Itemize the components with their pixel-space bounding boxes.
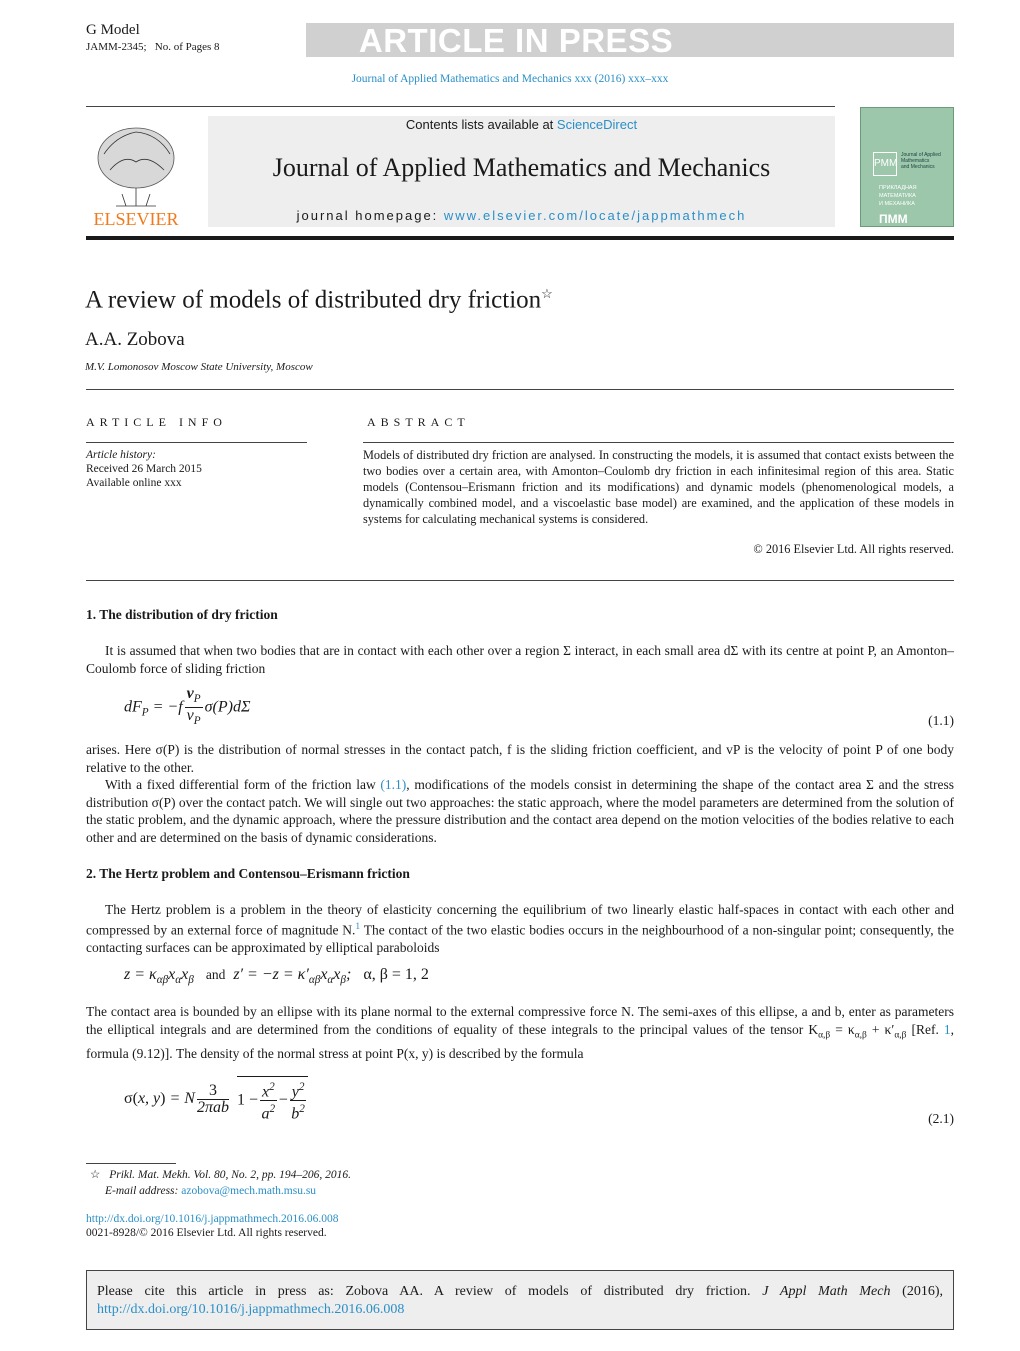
- reference-link-1[interactable]: 1: [943, 1021, 951, 1037]
- footnote-ref-1[interactable]: 1: [355, 921, 361, 932]
- header-rule: [86, 106, 835, 107]
- article-in-press-text: ARTICLE IN PRESS: [358, 22, 674, 59]
- cover-russian-title: ПРИКЛАДНАЯ МАТЕМАТИКА И МЕХАНИКА: [879, 185, 917, 207]
- elsevier-tree-logo: [86, 114, 186, 230]
- journal-title: Journal of Applied Mathematics and Mechanics: [272, 153, 771, 182]
- article-info-heading: ARTICLE INFO: [86, 415, 227, 429]
- section-1-paragraph-1: It is assumed that when two bodies that are in contact with each other over a region Σ interact, in each small area dΣ with its centre at point P, an Amonton–Coulomb force of sliding friction: [86, 643, 954, 676]
- author-affiliation: M.V. Lomonosov Moscow State University, Moscow: [85, 361, 313, 373]
- manuscript-id: JAMM-2345; No. of Pages 8: [86, 41, 220, 53]
- abstract-copyright: © 2016 Elsevier Ltd. All rights reserved.: [753, 542, 954, 556]
- equation-ref-1-1[interactable]: (1.1): [380, 777, 407, 792]
- cover-bottom-logo: ПММ: [879, 212, 908, 226]
- equation-1-1-number: (1.1): [928, 713, 954, 728]
- article-history: Article history: Received 26 March 2015 Available online xxx: [86, 449, 202, 489]
- issn-copyright: 0021-8928/© 2016 Elsevier Ltd. All rights reserved.: [86, 1227, 327, 1239]
- equation-2-1: σ(x, y) = N $\frac{3}{\text{2πab}}$ 1 − $\frac{x^2}{a^2}$ − $\frac{y^2}{b^2}$: [124, 1076, 308, 1123]
- homepage-link[interactable]: www.elsevier.com/locate/jappmathmech: [443, 208, 747, 223]
- section-2-paragraph-2: The contact area is bounded by an ellipse with its plane normal to the external compressive force N. The semi-axes of this ellipse, a and b, enter as parameters the elliptical integrals and are determined from the conditions of equality of these integrals to the principal values of the tensor $K_{\alpha,\beta} = \kappa_{\alpha,\beta} + \kappa'_{\alpha,\beta}$ [Ref. 1, formula (9.12)]. The density of the normal stress at point P(x, y) is described by the formula: [86, 1004, 955, 1061]
- abstract-rule-bottom: [86, 580, 954, 581]
- journal-cover-thumbnail[interactable]: [860, 107, 954, 227]
- citation-box: [86, 1270, 954, 1330]
- citation-doi-link[interactable]: http://dx.doi.org/10.1016/j.jappmathmech.2016.06.008: [97, 1301, 405, 1317]
- footnote-rule: [86, 1163, 176, 1164]
- footnote-email: E-mail address: azobova@mech.math.msu.su: [105, 1185, 317, 1197]
- journal-reference[interactable]: Journal of Applied Mathematics and Mechanics xxx (2016) xxx–xxx: [351, 73, 669, 85]
- elsevier-wordmark: ELSEVIER: [93, 209, 179, 229]
- title-footnote-mark[interactable]: ☆: [541, 286, 553, 301]
- cover-pmm-logo: PMM: [873, 152, 897, 176]
- article-title: A review of models of distributed dry friction☆: [85, 286, 553, 314]
- equation-1-1: $dF_P = -f$ $\frac{v_P}{v_P}$ σ(P)dΣ: [124, 685, 251, 728]
- section-2-heading: 2. The Hertz problem and Contensou–Erismann friction: [86, 866, 410, 881]
- author-name[interactable]: A.A. Zobova: [85, 329, 185, 350]
- section-2-paragraph-1: The Hertz problem is a problem in the theory of elasticity concerning the equilibrium of two linearly elastic half-spaces in contact with each other and compressed by an external force of magnitude N.$^1$ The contact of the two elastic bodies occurs in the neighbourhood of a non-singular point; consequently, the contacting surfaces can be approximated by elliptical paraboloids: [86, 902, 954, 955]
- contents-line: Contents lists available at ScienceDirect: [405, 117, 638, 132]
- section-1-heading: 1. The distribution of dry friction: [86, 607, 278, 622]
- article-info-rule: [86, 442, 307, 443]
- section-1-paragraph-3: With a fixed differential form of the friction law (1.1), modifications of the models consist in determining the shape of the contact area Σ and the stress distribution σ(P) over the contact patch. We will single out two approaches: the static approach, where the model parameters are determined from the solution of the static problem, and the dynamic approach, where the pressure distribution and the contact area depend on the motion velocities of the bodies relative to each other and are determined on the basis of dynamic considerations.: [86, 777, 954, 845]
- footnote-1: ☆ Prikl. Mat. Mekh. Vol. 80, No. 2, pp. 194–206, 2016.: [90, 1169, 351, 1181]
- abstract-text: Models of distributed dry friction are analysed. In constructing the models, it is assumed that contact exists between the two bodies over a certain area, with Amonton–Coulomb dry friction in each infinitesimal region of this area. Static models (Contensou–Erismann friction and its modifications) and dynamic models (phenomenological models, a dynamically combined model, and a viscoelastic base model) are examined, and the application of these models in systems for calculating mechanical systems is considered.: [363, 448, 954, 526]
- email-link[interactable]: azobova@mech.math.msu.su: [181, 1185, 317, 1197]
- abstract-heading: ABSTRACT: [367, 415, 470, 429]
- title-rule: [86, 389, 954, 390]
- section-1-paragraph-2: arises. Here σ(P) is the distribution of normal stresses in the contact patch, f is the sliding friction coefficient, and vP is the velocity of point P of one body relative to the other.: [86, 742, 954, 775]
- sciencedirect-link[interactable]: ScienceDirect: [556, 117, 638, 132]
- abstract-rule: [363, 442, 954, 443]
- citation-text: Please cite this article in press as: Zobova AA. A review of models of distributed dry friction. J Appl Math Mech (2016), http://dx.doi.org/10.1016/j.jappmathmech.2016.06.008: [97, 1284, 944, 1317]
- header-thick-rule: [86, 236, 954, 240]
- journal-homepage: journal homepage: www.elsevier.com/locate/jappmathmech: [296, 208, 747, 223]
- doi-link[interactable]: http://dx.doi.org/10.1016/j.jappmathmech.2016.06.008: [86, 1213, 339, 1225]
- g-model-label: G Model: [86, 22, 140, 38]
- cover-english-title: Journal of Applied Mathematics and Mechanics: [901, 152, 941, 170]
- equation-2-1-number: (2.1): [928, 1111, 954, 1126]
- equation-paraboloids: $z = \kappa_{\alpha\beta}x_\alpha x_\beta$ and $z' = -z = \kappa'_{\alpha\beta}x_\alpha x_\beta$; α, β = 1, 2: [124, 966, 429, 987]
- article-in-press-banner: [306, 23, 954, 57]
